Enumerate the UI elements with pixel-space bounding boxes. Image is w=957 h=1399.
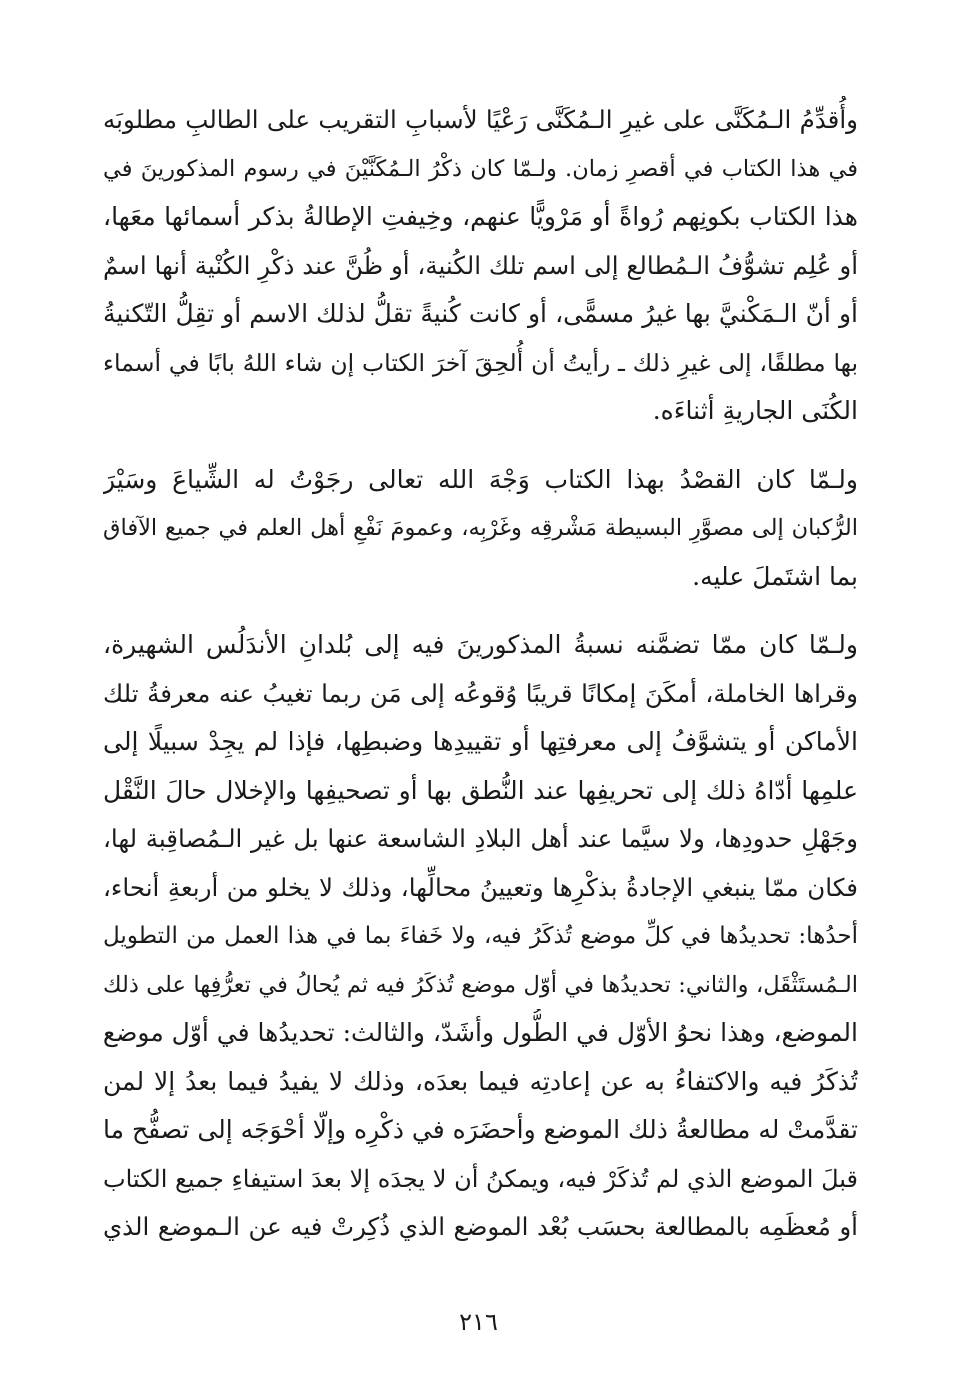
text-line: تقدَّمتْ له مطالعةُ ذلك الموضع وأحضَرَه في ذكْرِه وإلّا أحْوَجَه إلى تصفُّح ما [103, 1115, 858, 1144]
body-text [103, 96, 858, 1252]
text-line: الموضع، وهذا نحوُ الأوّل في الطُّول وأشَدّ، والثالث: تحديدُها في أوّل موضع [103, 1018, 858, 1047]
paragraph-gap [103, 436, 858, 456]
page-number: ٢١٦ [459, 1308, 498, 1336]
text-line: الرُّكبان إلى مصوَّرِ البسيطة مَشْرقِه وغَرْبِه، وعمومَ نَفْعِ أهل العلم في جميع الآفاق [103, 515, 858, 541]
paragraph-1 [103, 96, 858, 436]
text-line: قبلَ الموضع الذي لم تُذكَرْ فيه، ويمكنُ أن لا يجدَه إلا بعدَ استيفاءِ جميع الكتاب [103, 1164, 858, 1193]
text-line: بها مطلقًا، إلى غيرِ ذلك ـ رأيتُ أن أُلحِقَ آخرَ الكتاب إن شاء اللهُ بابًا في أسماء [103, 348, 858, 377]
text-line: ولـمّا كان القصْدُ بهذا الكتاب وَجْهَ الله تعالى رجَوْتُ له الشِّياعَ وسَيْرَ [103, 464, 858, 494]
text-line: الأماكن أو يتشوَّفُ إلى معرفتِها أو تقييدِها وضبطِها، فإذا لم يجِدْ سبيلًا إلى [103, 727, 858, 756]
paragraph-gap [103, 601, 858, 621]
text-line: ولـمّا كان ممّا تضمَّنه نسبةُ المذكورينَ فيه إلى بُلدانِ الأندَلُس الشهيرة، [103, 630, 858, 659]
text-line: أو أنّ الـمَكْنيَّ بها غيرُ مسمًّى، أو كانت كُنيةً تقلُّ لذلك الاسم أو تقِلُّ التّكنيةُ [103, 299, 858, 328]
text-line: هذا الكتاب بكونِهم رُواةً أو مَرْويًّا عنهم، وخِيفتِ الإطالةُ بذكر أسمائها معَها، [103, 202, 858, 231]
text-line: في هذا الكتاب في أقصرِ زمان. ولـمّا كان ذكْرُ الـمُكَنَّيْنَ في رسوم المذكورينَ في [103, 155, 858, 182]
paragraph-3 [103, 621, 858, 1252]
text-line: أو عُلِم تشوُّفُ الـمُطالع إلى اسم تلك الكُنية، أو ظُنَّ عند ذكْرِ الكُنْية أنها اسمٌ [103, 250, 858, 280]
paragraph-2 [103, 456, 858, 602]
text-line: وقراها الخاملة، أمكَنَ إمكانًا قريبًا وُقوعُه إلى مَن ربما تغيبُ عنه معرفةُ تلك [103, 678, 858, 708]
text-line: أو مُعظَمِه بالمطالعة بحسَب بُعْد الموضع الذي ذُكِرتْ فيه عن الـموضع الذي [103, 1212, 858, 1241]
text-line: علمِها أدّاهُ ذلك إلى تحريفِها عند النُّطق بها أو تصحيفِها والإخلال حالَ النَّقْل [103, 775, 858, 805]
text-line: أحدُها: تحديدُها في كلِّ موضع تُذكَرُ فيه، ولا خَفاءَ بما في هذا العمل من التطويل [103, 923, 858, 949]
text-line: بما اشتَملَ عليه. [692, 561, 858, 591]
text-line: وأُقدِّمُ الـمُكَنَّى على غيرِ الـمُكَنَّى رَعْيًا لأسبابِ التقريب على الطالبِ مطلوبَه [103, 105, 858, 134]
text-line: تُذكَرُ فيه والاكتفاءُ به عن إعادتِه فيما بعدَه، وذلك لا يفيدُ فيما بعدُ إلا لمن [103, 1066, 858, 1096]
text-line: الـمُستَثْقَل، والثاني: تحديدُها في أوّل موضع تُذكَرُ فيه ثم يُحالُ في تعرُّفِها على ذلك [103, 971, 858, 998]
text-line: وجَهْلِ حدودِها، ولا سيَّما عند أهل البلادِ الشاسعة عنها بل غير الـمُصاقِبة لها، [103, 824, 858, 853]
text-line: فكان ممّا ينبغي الإجادةُ بذكْرِها وتعيينُ محالِّها، وذلك لا يخلو من أربعةِ أنحاء، [103, 872, 858, 902]
text-line: الكُنَى الجاريةِ أثناءَه. [652, 396, 858, 425]
